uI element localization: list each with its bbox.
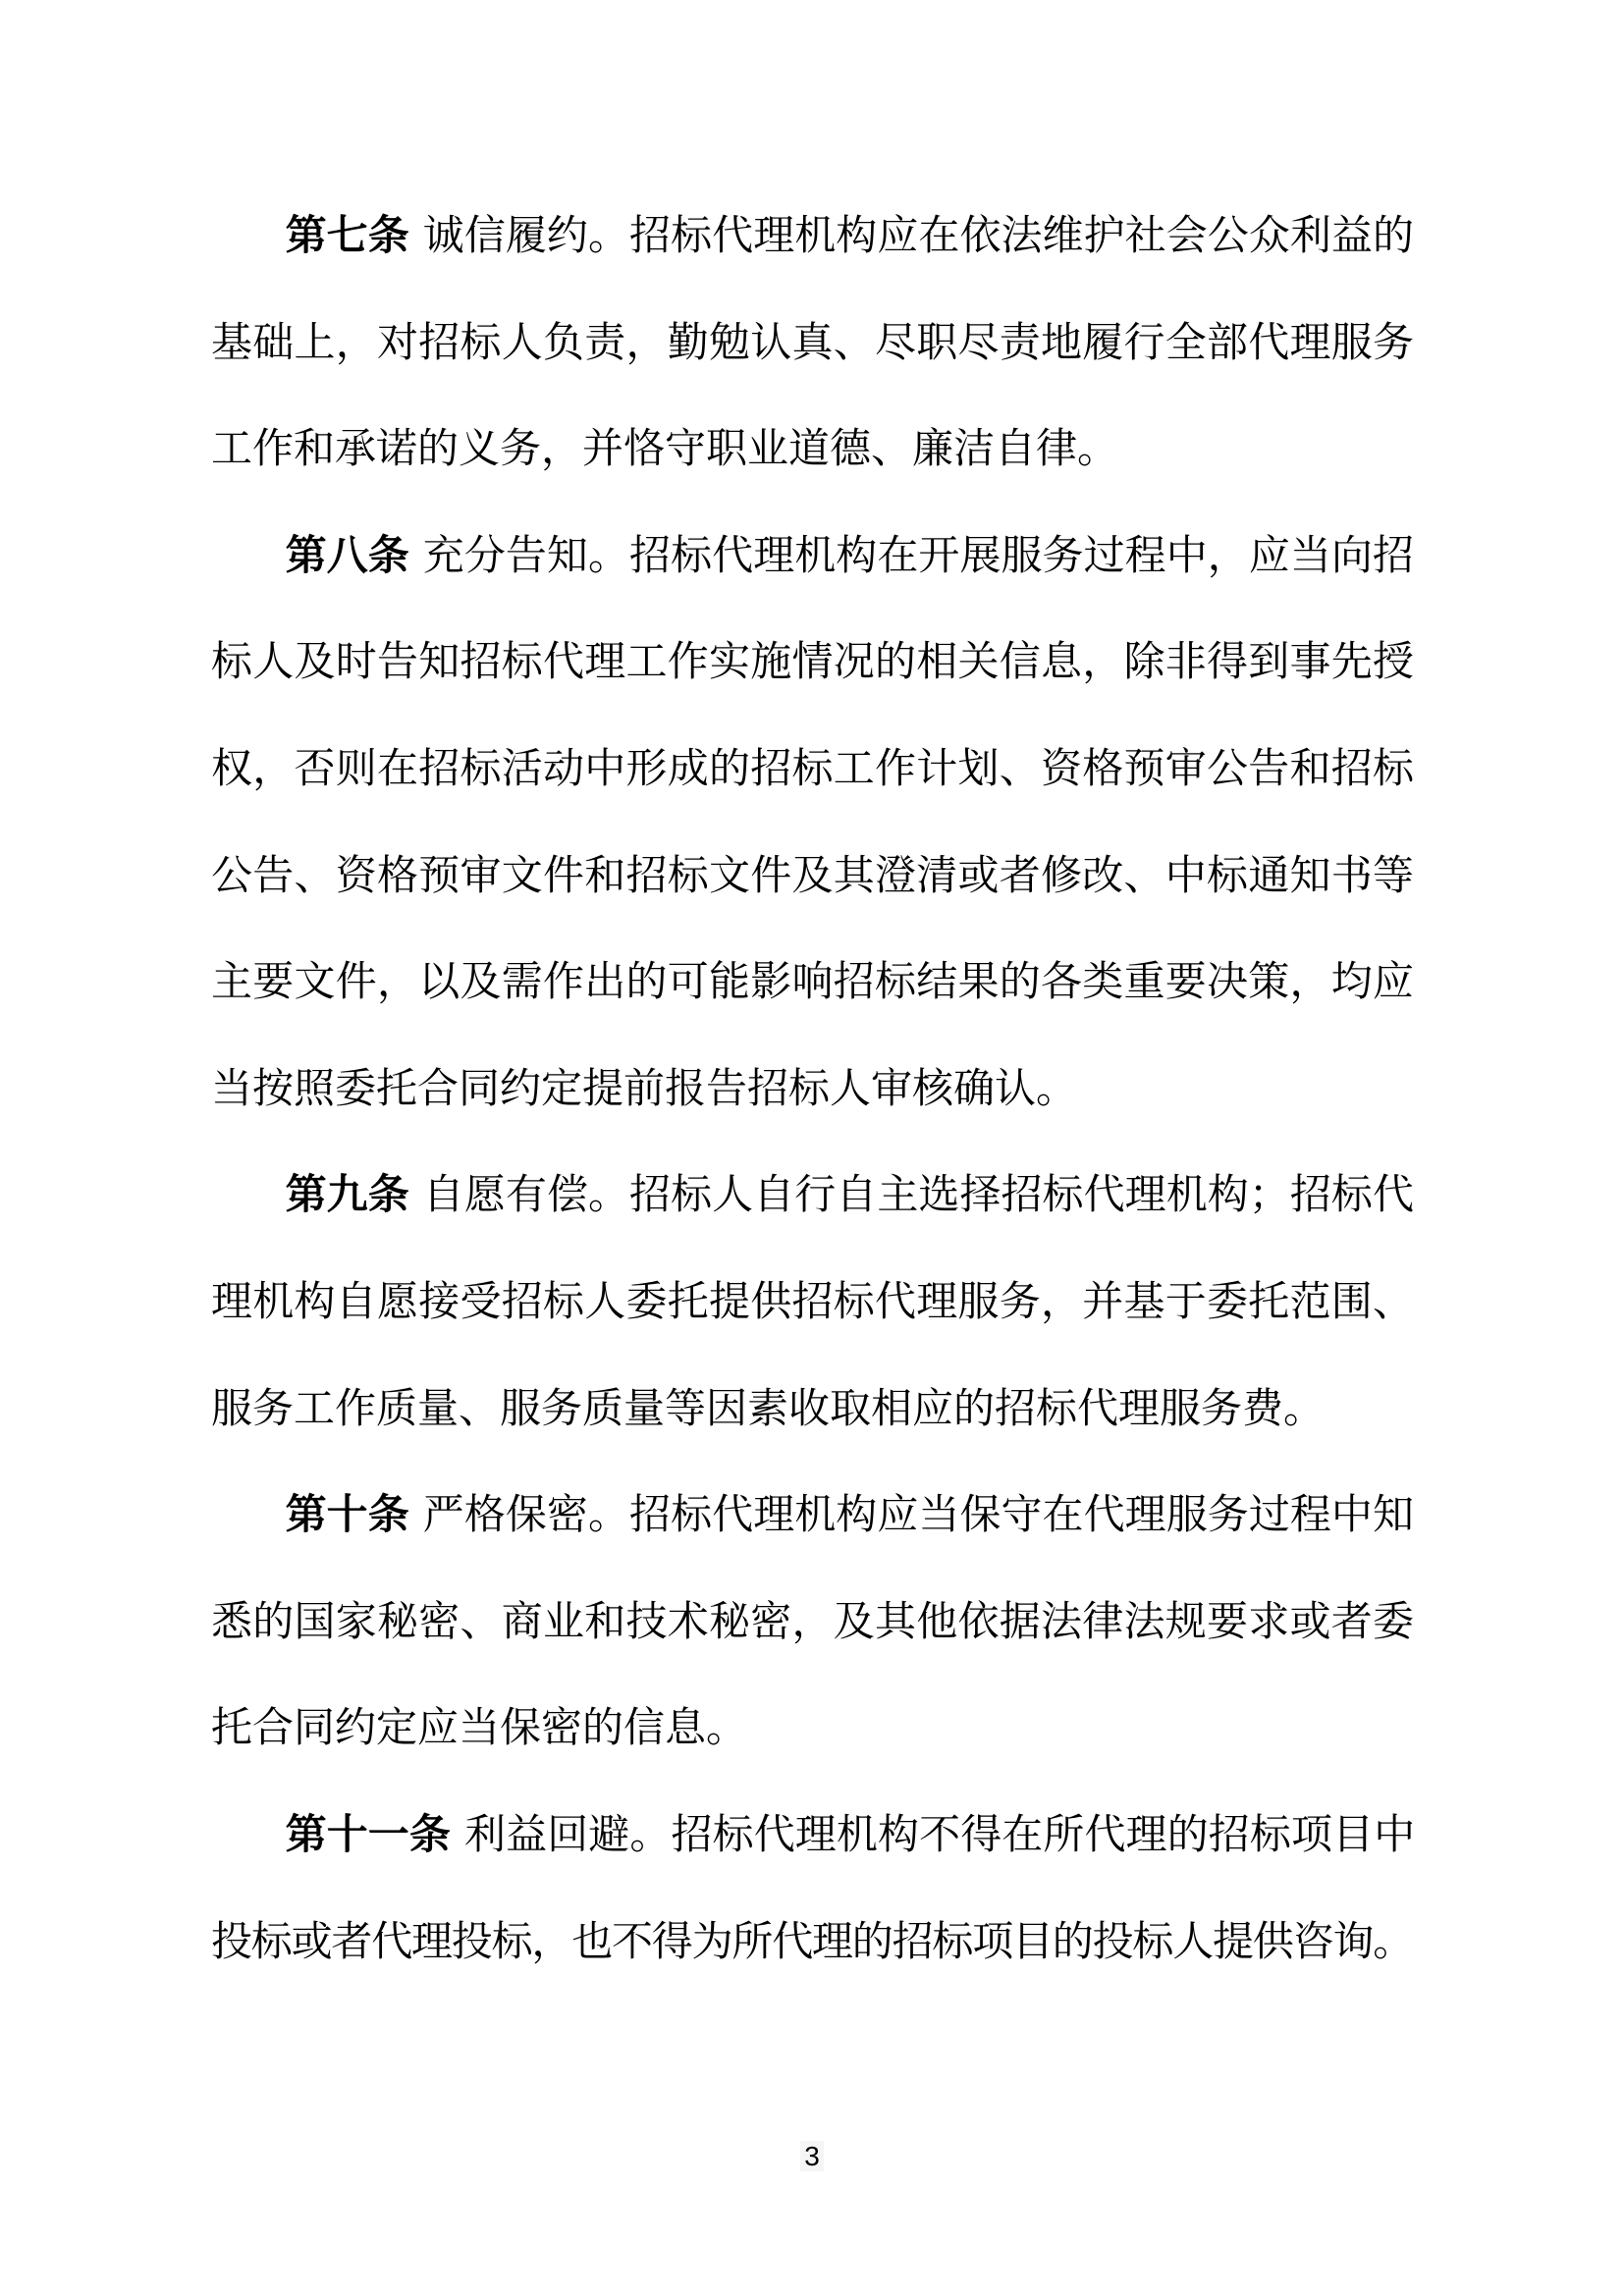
paragraph-article-11 (211, 1782, 1414, 1995)
article-9-number: 第九条 (285, 1171, 409, 1218)
article-10-number: 第十条 (285, 1491, 409, 1538)
page-number-value: 3 (800, 2141, 824, 2171)
document-body (211, 183, 1414, 1995)
paragraph-article-9 (211, 1142, 1414, 1462)
article-11-text: 利益回避。招标代理机构不得在所代理的招标项目中投标或者代理投标，也不得为所代理的招标项目的投标人提供咨询。 (211, 1810, 1414, 1964)
paragraph-article-7 (211, 183, 1414, 503)
article-7-text: 诚信履约。招标代理机构应在依法维护社会公众利益的基础上，对招标人负责，勤勉认真、尽职尽责地履行全部代理服务工作和承诺的义务，并恪守职业道德、廉洁自律。 (211, 212, 1414, 472)
article-10-text: 严格保密。招标代理机构应当保守在代理服务过程中知悉的国家秘密、商业和技术秘密，及其他依据法律法规要求或者委托合同约定应当保密的信息。 (211, 1491, 1414, 1751)
paragraph-article-8 (211, 503, 1414, 1143)
article-9-text: 自愿有偿。招标人自行自主选择招标代理机构；招标代理机构自愿接受招标人委托提供招标代理服务，并基于委托范围、服务工作质量、服务质量等因素收取相应的招标代理服务费。 (211, 1171, 1414, 1431)
page-number (0, 2140, 1624, 2173)
article-7-number: 第七条 (285, 212, 409, 258)
article-11-number: 第十一条 (285, 1810, 451, 1857)
article-8-number: 第八条 (285, 531, 409, 578)
article-8-text: 充分告知。招标代理机构在开展服务过程中，应当向招标人及时告知招标代理工作实施情况的相关信息，除非得到事先授权，否则在招标活动中形成的招标工作计划、资格预审公告和招标公告、资格预审文件和招标文件及其澄清或者修改、中标通知书等主要文件，以及需作出的可能影响招标结果的各类重要决策，均应当按照委托合同约定提前报告招标人审核确认。 (211, 531, 1414, 1111)
paragraph-article-10 (211, 1462, 1414, 1782)
